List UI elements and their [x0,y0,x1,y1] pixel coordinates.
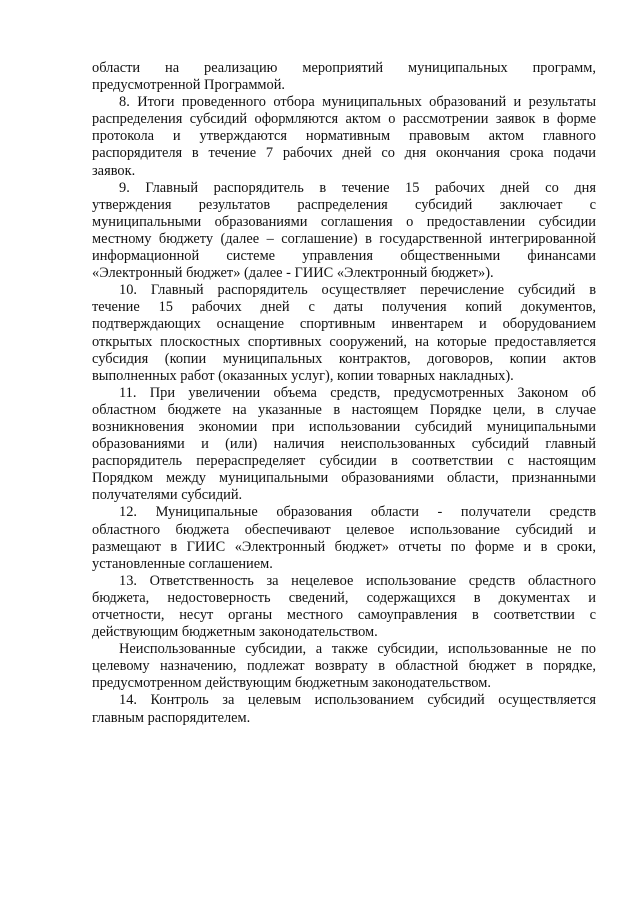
text-line: распорядителя в течение 7 рабочих дней со дня окончания срока подачи [92,145,596,162]
text-line: субсидия (копии муниципальных контрактов, договоров, копии актов [92,350,596,367]
text-line: распределения субсидий оформляются актом о рассмотрении заявок в форме [92,111,596,128]
text-line: областном бюджете на указанные в настоящем Порядке цели, в случае [92,401,596,418]
text-line: области на реализацию мероприятий муниципальных программ, [92,60,596,76]
text-line: 9. Главный распорядитель в течение 15 рабочих дней со дня [119,179,596,196]
text-line: отчетности, несут органы местного самоуправления в соответствии с [92,607,596,623]
text-line: установленные соглашением. [92,555,273,572]
paragraph [92,504,596,572]
paragraph [92,94,596,179]
paragraph [92,180,596,283]
paragraph [92,641,596,692]
text-line: бюджета, недостоверность сведений, содержащихся в документах и [92,589,596,606]
text-line: целевому назначению, подлежат возврату в областной бюджет в порядке, [92,658,596,675]
text-line: информационной системе управления общественными финансами [92,248,596,265]
text-line: 11. При увеличении объема средств, предусмотренных Законом об [119,384,596,401]
text-line: Порядком между муниципальными образованиями области, признанными [92,470,596,487]
text-line: открытых плоскостных спортивных сооружений, на которые предоставляется [92,333,596,350]
text-line: 12. Муниципальные образования области - получатели средств [119,504,596,521]
text-line: 10. Главный распорядитель осуществляет перечисление субсидий в [119,282,596,299]
paragraph [92,385,596,505]
paragraph [92,573,596,641]
text-line: утверждения результатов распределения субсидий заключает с [92,196,596,213]
text-line: главным распорядителем. [92,709,251,726]
text-line: 14. Контроль за целевым использованием субсидий осуществляется [119,692,596,709]
text-line: местному бюджету (далее – соглашение) в государственной интегрированной [92,230,596,247]
text-line: муниципальными образованиями соглашения о предоставлении субсидии [92,213,596,230]
text-line: размещают в ГИИС «Электронный бюджет» отчеты по форме и в сроки, [92,538,596,555]
text-line: образованиями и (или) наличия неиспользованных субсидий главный [92,436,596,453]
text-line: подтверждающих оснащение спортивным инвентарем и оборудованием [92,316,596,333]
paragraph [92,282,596,385]
text-line: 8. Итоги проведенного отбора муниципальных образований и результаты [119,94,596,111]
text-line: предусмотренной Программой. [92,77,286,94]
text-line: течение 15 рабочих дней с даты получения копий документов, [92,299,596,316]
text-line: «Электронный бюджет» (далее - ГИИС «Электронный бюджет»). [92,265,494,282]
text-line: заявок. [92,162,136,179]
document-page [92,60,596,727]
text-line: Неиспользованные субсидии, а также субсидии, использованные не по [119,641,596,658]
text-line: выполненных работ (оказанных услуг), копии товарных накладных). [92,367,514,384]
paragraph [92,692,596,726]
text-line: распорядитель перераспределяет субсидии в соответствии с настоящим [92,453,596,470]
text-line: областного бюджета обеспечивают целевое использование субсидий и [92,521,596,538]
text-line: получателями субсидий. [92,487,243,504]
text-line: предусмотренном действующим бюджетным законодательством. [92,675,491,692]
text-line: действующим бюджетным законодательством. [92,624,378,641]
text-line: протокола и утверждаются нормативным правовым актом главного [92,128,596,145]
paragraph [92,60,596,94]
text-line: возникновения экономии при использовании субсидий муниципальными [92,418,596,435]
text-line: 13. Ответственность за нецелевое использование средств областного [119,572,596,589]
